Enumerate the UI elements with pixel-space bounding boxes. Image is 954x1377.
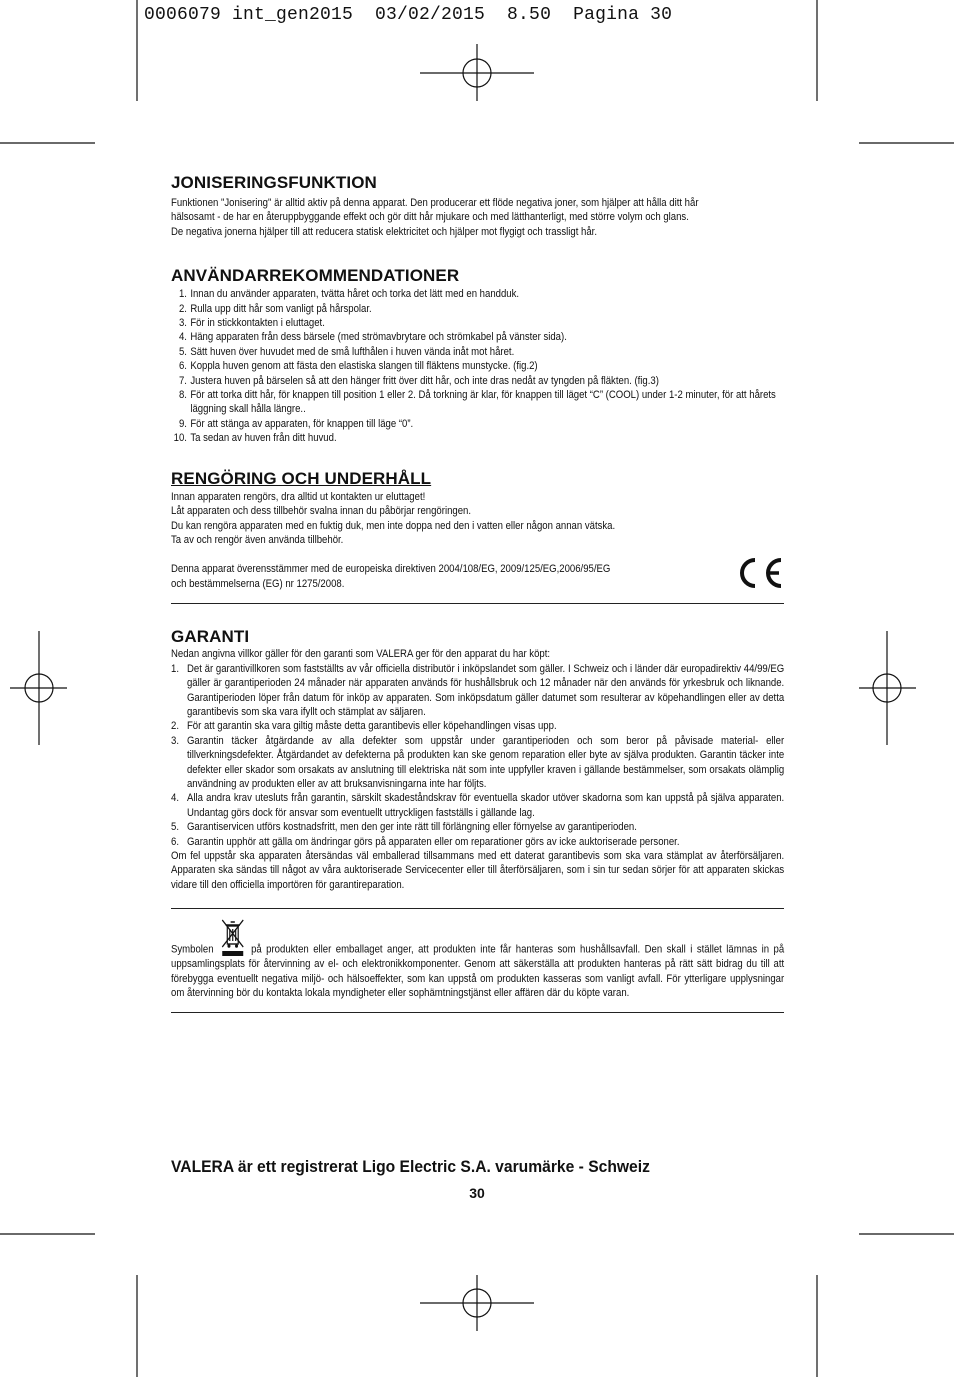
ionizing-line: De negativa jonerna hjälper till att reducera statisk elektricitet och hjälper mot flygigt och trassligt hår. bbox=[171, 225, 597, 238]
item-number: 2. bbox=[178, 302, 187, 315]
item-number: 3. bbox=[171, 734, 179, 747]
item-text: För att torka ditt hår, för knappen till position 1 eller 2. Då torkning är klar, för knappen till läget “C” (COOL) under 1-2 minuter, för att hårets läggning skall hålla längre.. bbox=[190, 389, 776, 416]
disposal-body: på produkten eller emballaget anger, att produkten inte får hanteras som hushållsavfall. Den skall i stället lämnas in på uppsamlingsplats för återvinning av el- och elektronikkomponenter. Genom att säkerställa att produkten hanteras på rätt sätt bidrag du till att förebygga eventuellt negativa miljö- och hälsoeffekter, som kan uppstå om produkten kasseras som vanligt avfall. För ytterligare upplysningar om återvinning bör du kontakta lokala myndigheter eller sophämtningstjänst eller affären där du köpte varan. bbox=[171, 943, 785, 1000]
ionizing-text bbox=[171, 196, 784, 239]
item-number: 10. bbox=[173, 432, 187, 445]
warranty-intro: Nedan angivna villkor gäller för den garanti som VALERA ger för den apparat du har köpt: bbox=[171, 648, 551, 661]
list-item bbox=[171, 287, 784, 301]
item-number: 7. bbox=[178, 374, 187, 387]
list-item bbox=[171, 835, 784, 849]
item-text: Alla andra krav utesluts från garantin, särskilt skadeståndskrav för eventuella skador utöver skadorna som kan uppstå på själva apparaten. Undantag görs dock för ansvar som eventuellt uttryckligen fastställs i gällande lag. bbox=[186, 792, 785, 819]
list-item bbox=[171, 719, 784, 733]
recommendations-list bbox=[171, 287, 784, 445]
item-number: 5. bbox=[178, 345, 187, 358]
list-item bbox=[171, 734, 784, 792]
list-item bbox=[171, 791, 784, 820]
cleaning-line: Ta av och rengör även använda tillbehör. bbox=[171, 533, 344, 546]
warranty-outro: Om fel uppstår ska apparaten återsändas väl emballerad tillsammans med ett daterat garantibevis som ska vara stämplat av återförsäljaren. Apparaten ska sändas till något av våra auktoriserade Servicecenter eller till återförsäljaren, som i sin tur sedan sörjer för att apparaten skickas vidare till den officiella importören för garantireparation. bbox=[171, 850, 785, 891]
list-item bbox=[171, 820, 784, 834]
list-item bbox=[171, 417, 784, 431]
compliance-row bbox=[171, 562, 784, 592]
ionizing-title: JONISERINGSFUNKTION bbox=[171, 173, 377, 192]
print-header-line: 0006079 int_gen2015 03/02/2015 8.50 Pagina 30 bbox=[144, 5, 673, 25]
list-item bbox=[171, 388, 784, 417]
page-number: 30 bbox=[469, 1185, 485, 1201]
cleaning-line: Innan apparaten rengörs, dra alltid ut kontakten ur eluttaget! bbox=[171, 490, 426, 503]
compliance-text bbox=[171, 562, 784, 591]
brand-notice: VALERA är ett registrerat Ligo Electric S.A. varumärke - Schweiz bbox=[171, 1157, 650, 1176]
list-item bbox=[171, 302, 784, 316]
list-item bbox=[171, 431, 784, 445]
page-content bbox=[171, 173, 784, 1013]
cleaning-line: Låt apparaten och dess tillbehör svalna innan du påbörjar rengöringen. bbox=[171, 505, 472, 518]
item-text: Häng apparaten från dess bärsele (med strömavbrytare och strömkabel på vänster sida). bbox=[190, 331, 567, 344]
item-text: Rulla upp ditt hår som vanligt på hårspolar. bbox=[190, 302, 372, 315]
item-text: Garantin upphör att gälla om ändringar görs på apparaten eller om reparationer görs av icke auktoriserade personer. bbox=[186, 835, 680, 848]
item-number: 5. bbox=[171, 821, 179, 834]
ionizing-line: Funktionen "Jonisering" är alltid aktiv på denna apparat. Den producerar ett flöde negativa joner, som hjälper att hålla ditt hår bbox=[171, 197, 699, 209]
item-text: För att stänga av apparaten, för knappen till läge “0”. bbox=[190, 417, 414, 430]
list-item bbox=[171, 316, 784, 330]
ionizing-line: hälsosamt - de har en återuppbyggande effekt och gör ditt hår mjukare och med lätthanterligt, med större volym och glans. bbox=[171, 211, 689, 224]
item-text: Sätt huven över huvudet med de små lufthålen i huven vända inåt mot håret. bbox=[190, 345, 515, 358]
list-item bbox=[171, 359, 784, 373]
item-number: 6. bbox=[171, 835, 179, 848]
item-number: 1. bbox=[178, 288, 187, 301]
cleaning-line: Du kan rengöra apparaten med en fuktig duk, men inte doppa ned den i vatten eller någon annan vätska. bbox=[171, 519, 616, 532]
item-text: För att garantin ska vara giltig måste detta garantibevis eller köpehandlingen visas upp. bbox=[186, 720, 557, 733]
item-number: 6. bbox=[178, 360, 187, 373]
crossed-bin-icon bbox=[220, 917, 245, 957]
item-text: Innan du använder apparaten, tvätta håret och torka det lätt med en handduk. bbox=[190, 288, 520, 301]
list-item bbox=[171, 345, 784, 359]
list-item bbox=[171, 662, 784, 720]
warranty-text bbox=[171, 647, 784, 892]
compliance-line: och bestämmelserna (EG) nr 1275/2008. bbox=[171, 577, 345, 590]
item-text: Ta sedan av huven från ditt huvud. bbox=[190, 432, 337, 445]
recommendations-title: ANVÄNDARREKOMMENDATIONER bbox=[171, 266, 460, 286]
disposal-text bbox=[171, 917, 784, 1000]
item-text: För in stickkontakten i eluttaget. bbox=[190, 317, 325, 330]
item-number: 9. bbox=[178, 417, 187, 430]
item-text: Garantiservicen utförs kostnadsfritt, men den ger inte rätt till förlängning eller förnyelse av garantiperioden. bbox=[186, 821, 637, 834]
item-number: 2. bbox=[171, 720, 179, 733]
item-number: 1. bbox=[171, 662, 179, 675]
item-number: 8. bbox=[178, 389, 187, 402]
disposal-prefix: Symbolen bbox=[171, 943, 214, 956]
item-number: 4. bbox=[178, 331, 187, 344]
warranty-title: GARANTI bbox=[171, 627, 250, 647]
section-divider bbox=[171, 1012, 784, 1013]
list-item bbox=[171, 374, 784, 388]
ce-mark-icon bbox=[734, 554, 786, 592]
item-number: 3. bbox=[178, 317, 187, 330]
item-text: Justera huven på bärselen så att den hänger fritt över ditt hår, och inte dras nedåt av tyngden på fläkten. (fig.3) bbox=[190, 374, 659, 387]
cleaning-text bbox=[171, 490, 784, 548]
section-divider bbox=[171, 908, 784, 909]
item-number: 4. bbox=[171, 792, 179, 805]
cleaning-title: RENGÖRING OCH UNDERHÅLL bbox=[171, 468, 432, 488]
list-item bbox=[171, 330, 784, 344]
item-text: Garantin täcker åtgärdande av alla defekter som uppstår under garantiperioden och som beror på påvisade material- eller tillverkningsdefekter. Åtgärdandet av defekterna på produkten kan ske genom reparation eller byte av själva produkten. Garantin täcker inte defekter eller skador som orsakats av anslutning till elektriska nät som inte uppfyller kraven i gällande bestämmelser, som orsakats olämplig användning av produkten eller av att bruksanvisningarna inte har följts. bbox=[186, 734, 785, 790]
item-text: Det är garantivillkoren som fastställts av vår officiella distributör i inköpslandet som gäller. I Schweiz och i länder där europadirektiv 44/99/EG gäller är garantiperioden 24 månader när apparaten används för hushållsbruk och 12 månader när den används för yrkesbruk och liknande. Garantiperioden löper från datum för inköp av apparaten. Som inköpsdatum gäller datumet som resulterar av köpehandlingen eller av detta garantibevis som ska vara ifyllt och stämplat av säljaren. bbox=[186, 662, 785, 718]
section-divider bbox=[171, 603, 784, 604]
item-text: Koppla huven genom att fästa den elastiska slangen till fläktens munstycke. (fig.2) bbox=[190, 360, 538, 373]
compliance-line: Denna apparat överensstämmer med de europeiska direktiven 2004/108/EG, 2009/125/EG,2006/95/EG bbox=[171, 563, 611, 576]
